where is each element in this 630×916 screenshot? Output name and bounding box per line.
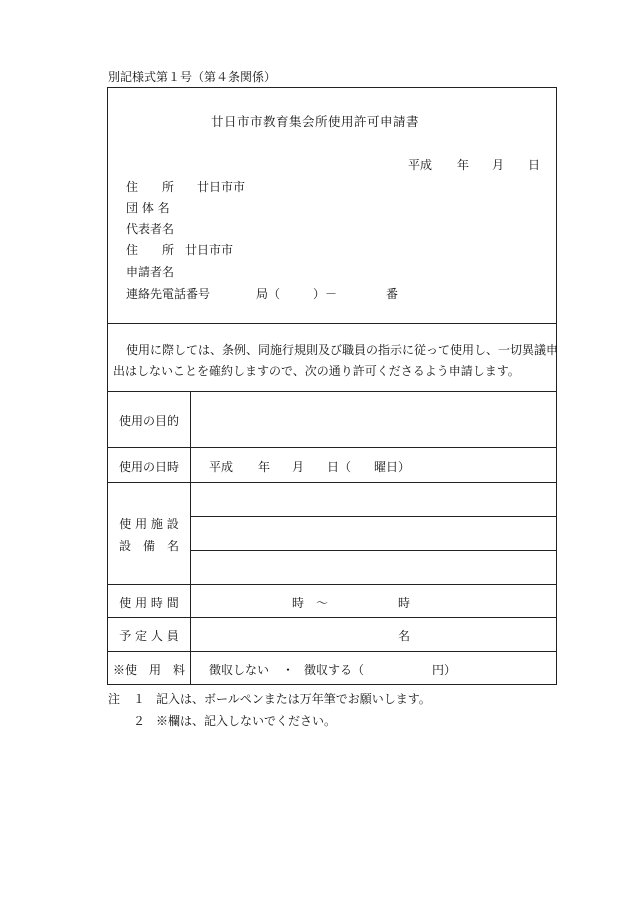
people-unit: 名 <box>398 629 411 643</box>
fee-label: ※使 用 料 <box>112 663 185 677</box>
fee-yen: 円） <box>432 663 457 677</box>
form-title: 廿日市市教育集会所使用許可申請書 <box>210 114 419 129</box>
date-day: 日 <box>528 158 541 172</box>
purpose-label: 使用の目的 <box>118 414 179 428</box>
fee-separator: ・ <box>282 663 295 677</box>
note-1-text: 記入は、ボールペンまたは万年筆でお願いします。 <box>156 692 431 706</box>
purpose-field[interactable] <box>191 392 556 446</box>
facility-field-1[interactable] <box>191 483 556 515</box>
table-row-border <box>107 651 557 652</box>
notes-prefix: 注 <box>108 692 121 706</box>
facility-label-line-2: 設 備 名 <box>118 539 179 553</box>
date-year: 年 <box>457 158 470 172</box>
note-2-number: ２ <box>133 714 146 728</box>
phone-number-suffix: 番 <box>386 287 399 301</box>
note-1-number: １ <box>133 692 146 706</box>
representative-label: 代表者名 <box>126 222 175 236</box>
usage-time-label: 使 用 時 間 <box>119 596 179 610</box>
datetime-era: 平成 <box>209 460 234 474</box>
facility-label-line-1: 使 用 施 設 <box>119 517 179 531</box>
table-row-border <box>107 447 557 448</box>
facility-field-2[interactable] <box>191 517 556 549</box>
datetime-day: 日（ <box>327 460 352 474</box>
time-to: 時 <box>398 596 411 610</box>
datetime-weekday: 曜日） <box>374 460 411 474</box>
phone-exchange: 局（ <box>256 287 281 301</box>
expected-people-label: 予 定 人 員 <box>119 629 179 643</box>
facility-field-3[interactable] <box>191 551 556 583</box>
phone-label: 連絡先電話番号 <box>126 287 211 301</box>
date-era: 平成 <box>408 158 433 172</box>
address-label: 住 所 <box>126 180 175 194</box>
pledge-line-2: 出はしないことを確約しますので、次の通り許可くださるよう申請します。 <box>113 364 520 378</box>
applicant-address-value: 廿日市市 <box>185 243 234 257</box>
time-from: 時 ～ <box>292 596 329 610</box>
datetime-year: 年 <box>258 460 271 474</box>
divider <box>107 323 557 324</box>
note-2-text: ※欄は、記入しないでください。 <box>156 714 337 728</box>
applicant-address-label: 住 所 <box>126 243 175 257</box>
form-number-label: 別記様式第１号（第４条関係） <box>108 70 277 84</box>
table-row-border <box>107 617 557 618</box>
group-name-label: 団 体 名 <box>126 201 170 215</box>
fee-not-collected: 徴収しない <box>209 663 270 677</box>
fee-collected: 徴収する（ <box>304 663 365 677</box>
pledge-line-1: 使用に際しては、条例、同施行規則及び職員の指示に従って使用し、一切異議申 <box>126 343 559 357</box>
table-row-border <box>107 584 557 585</box>
date-month: 月 <box>492 158 505 172</box>
datetime-month: 月 <box>292 460 305 474</box>
phone-separator: ）－ <box>313 287 338 301</box>
applicant-name-label: 申請者名 <box>126 265 175 279</box>
address-value: 廿日市市 <box>197 180 246 194</box>
datetime-label: 使用の日時 <box>118 460 179 474</box>
